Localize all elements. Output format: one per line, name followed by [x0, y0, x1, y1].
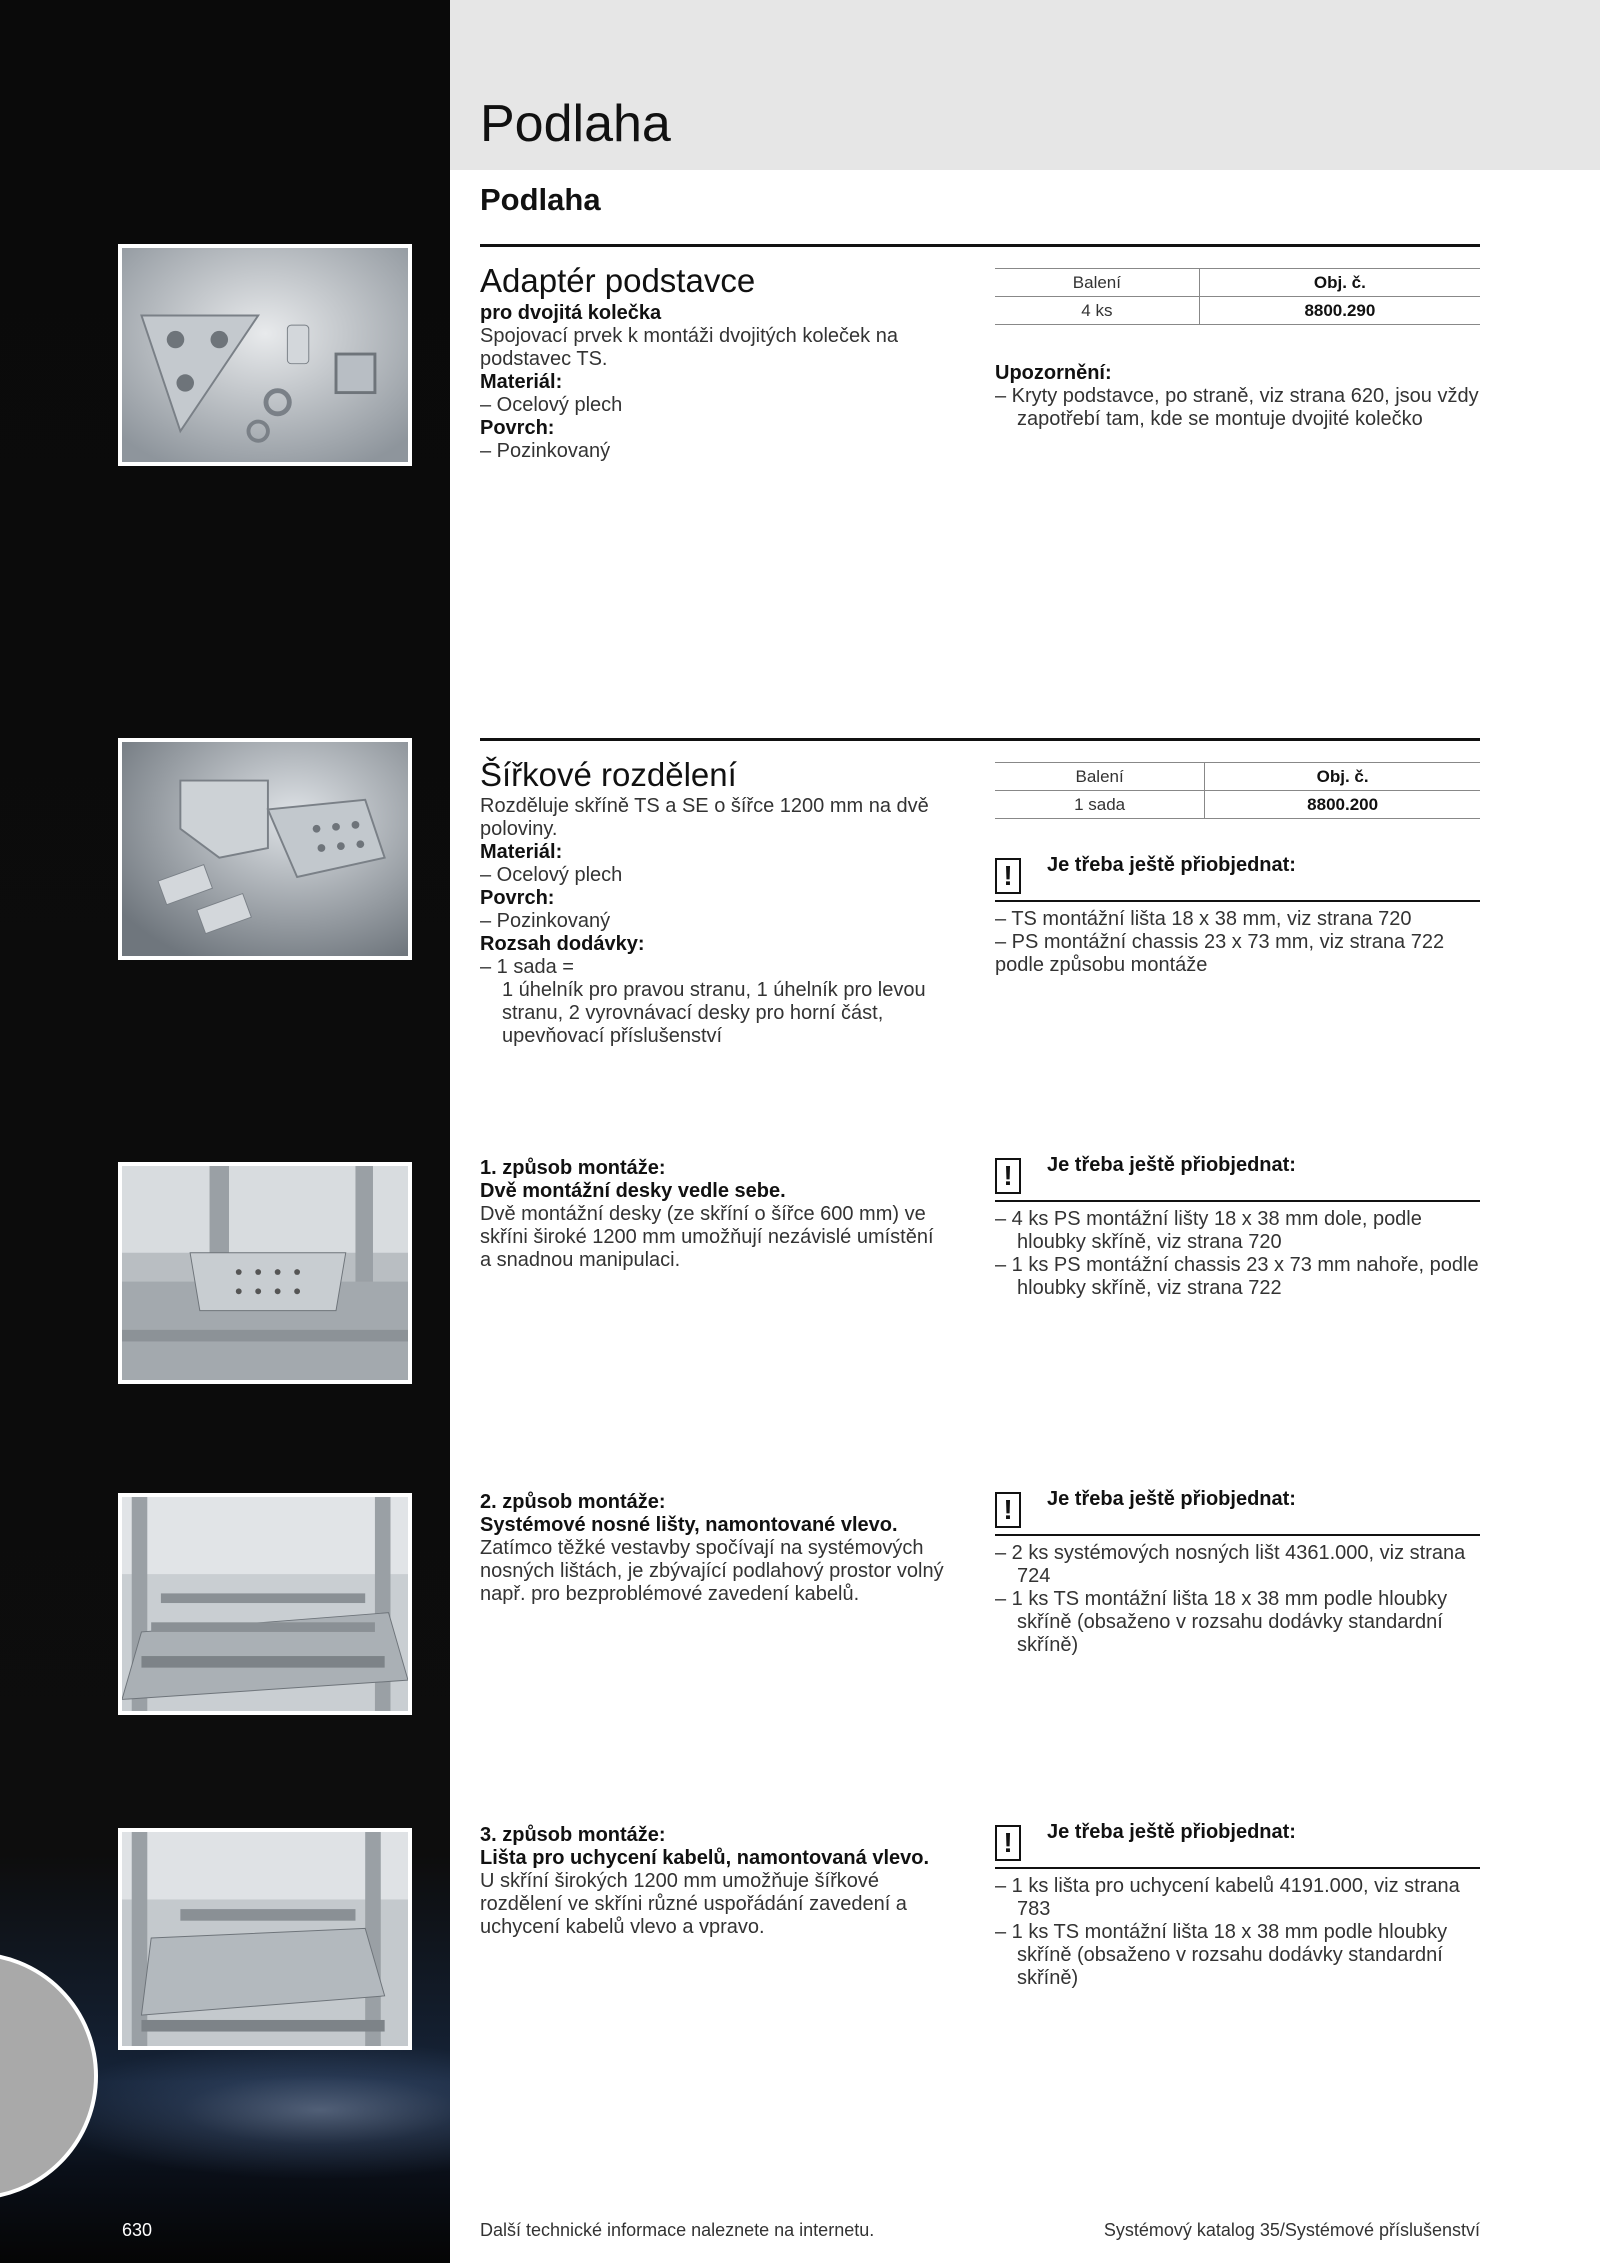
exclamation-icon: ! [995, 858, 1021, 894]
list-item: podle způsobu montáže [995, 954, 1208, 976]
table-cell-qty: 1 sada [995, 791, 1205, 819]
notice-title: Je třeba ještě přiobjednat: [1047, 1488, 1296, 1510]
photo-adapter [118, 244, 412, 466]
method-2-description: Zatímco těžké vestavby spočívají na systémových nosných lištách, je zbývající podlahový prostor volný např. pro bezproblémové zavedení kabelů. [480, 1537, 944, 1605]
table-header-packaging: Balení [995, 763, 1205, 791]
notice-header [995, 1486, 1480, 1536]
adapter-notice-text: – Kryty podstavce, po straně, viz strana 620, jsou vždy zapotřebí tam, kde se montuje dvojité kolečko [995, 385, 1479, 430]
adapter-spec-table [995, 268, 1480, 325]
method-1-notice [995, 1152, 1480, 1300]
list-item: – 2 ks systémových nosných lišt 4361.000, viz strana 724 [995, 1542, 1466, 1587]
method-1-label: 1. způsob montáže: [480, 1157, 666, 1179]
width-divider-notice [995, 852, 1480, 977]
section-rule-adapter [480, 244, 1480, 247]
adapter-surface-value: – Pozinkovaný [480, 440, 611, 462]
adapter-surface-label: Povrch: [480, 417, 555, 439]
sidebar-glow [40, 2040, 450, 2180]
exclamation-icon: ! [995, 1492, 1021, 1528]
list-item: – 1 ks PS montážní chassis 23 x 73 mm nahoře, podle hloubky skříně, viz strana 722 [995, 1254, 1479, 1299]
table-header-row [995, 763, 1480, 791]
adapter-notice [995, 362, 1480, 431]
width-divider-scope-line1: – 1 sada = [480, 956, 574, 978]
table-header-packaging: Balení [995, 269, 1199, 297]
exclamation-icon: ! [995, 1825, 1021, 1861]
method-3-text [480, 1824, 950, 1939]
notice-list [995, 1875, 1480, 1990]
footer-info: Další technické informace naleznete na internetu. [480, 2220, 875, 2240]
method-3-description: U skříní širokých 1200 mm umožňuje šířkové rozdělení ve skříni různé uspořádání zavedení a uchycení kabelů vlevo a vpravo. [480, 1870, 907, 1938]
notice-header [995, 1819, 1480, 1869]
width-divider-scope-line2: 1 úhelník pro pravou stranu, 1 úhelník pro levou stranu, 2 vyrovnávací desky pro horní část, upevňovací příslušenství [502, 979, 926, 1047]
table-row [995, 791, 1480, 819]
section-rule-width-divider [480, 738, 1480, 741]
section-title: Podlaha [480, 182, 601, 217]
list-item: – 1 ks TS montážní lišta 18 x 38 mm podle hloubky skříně (obsaženo v rozsahu dodávky standardní skříně) [995, 1588, 1448, 1656]
method-3-heading: Lišta pro uchycení kabelů, namontovaná vlevo. [480, 1847, 930, 1869]
method-3-label: 3. způsob montáže: [480, 1824, 666, 1846]
list-item: – 1 ks TS montážní lišta 18 x 38 mm podle hloubky skříně (obsaženo v rozsahu dodávky standardní skříně) [995, 1921, 1448, 1989]
adapter-subtitle: pro dvojitá kolečka [480, 302, 662, 324]
adapter-material-value: – Ocelový plech [480, 394, 623, 416]
method-2-text [480, 1491, 950, 1606]
notice-list [995, 1542, 1480, 1657]
photo-method-1 [118, 1162, 412, 1384]
notice-list [995, 1208, 1480, 1300]
list-item: – 1 ks lišta pro uchycení kabelů 4191.000, viz strana 783 [995, 1875, 1460, 1920]
adapter-details [480, 302, 940, 463]
width-divider-material-label: Materiál: [480, 841, 563, 863]
footer-catalog: Systémový katalog 35/Systémové příslušenství [1103, 2220, 1480, 2240]
width-divider-scope-label: Rozsah dodávky: [480, 933, 645, 955]
table-header-row [995, 269, 1480, 297]
chapter-title: Podlaha [480, 95, 671, 153]
adapter-description: Spojovací prvek k montáži dvojitých koleček na podstavec TS. [480, 325, 898, 370]
notice-title: Je třeba ještě přiobjednat: [1047, 1154, 1296, 1176]
width-divider-surface-value: – Pozinkovaný [480, 910, 611, 932]
table-cell-order-no: 8800.200 [1205, 791, 1480, 819]
width-divider-spec-table [995, 762, 1480, 819]
notice-header [995, 852, 1480, 902]
width-divider-details [480, 795, 950, 1048]
method-2-notice [995, 1486, 1480, 1657]
method-3-notice [995, 1819, 1480, 1990]
photo-method-2 [118, 1493, 412, 1715]
list-item: – TS montážní lišta 18 x 38 mm, viz strana 720 [995, 908, 1412, 930]
photo-method-3 [118, 1828, 412, 2050]
table-cell-order-no: 8800.290 [1199, 297, 1480, 325]
notice-header [995, 1152, 1480, 1202]
table-header-order-no: Obj. č. [1205, 763, 1480, 791]
notice-title: Je třeba ještě přiobjednat: [1047, 1821, 1296, 1843]
notice-title: Je třeba ještě přiobjednat: [1047, 854, 1296, 876]
photo-width-divider [118, 738, 412, 960]
width-divider-title: Šířkové rozdělení [480, 756, 737, 793]
table-cell-qty: 4 ks [995, 297, 1199, 325]
table-row [995, 297, 1480, 325]
adapter-notice-label: Upozornění: [995, 362, 1112, 384]
method-2-label: 2. způsob montáže: [480, 1491, 666, 1513]
exclamation-icon: ! [995, 1158, 1021, 1194]
width-divider-surface-label: Povrch: [480, 887, 555, 909]
width-divider-description: Rozděluje skříně TS a SE o šířce 1200 mm na dvě poloviny. [480, 795, 929, 840]
page-number: 630 [122, 2220, 153, 2240]
width-divider-material-value: – Ocelový plech [480, 864, 623, 886]
list-item: – PS montážní chassis 23 x 73 mm, viz strana 722 [995, 931, 1445, 953]
notice-list [995, 908, 1480, 977]
method-1-heading: Dvě montážní desky vedle sebe. [480, 1180, 786, 1202]
method-1-text [480, 1157, 950, 1272]
adapter-title: Adaptér podstavce [480, 262, 756, 299]
adapter-material-label: Materiál: [480, 371, 563, 393]
method-2-heading: Systémové nosné lišty, namontované vlevo. [480, 1514, 898, 1536]
list-item: – 4 ks PS montážní lišty 18 x 38 mm dole, podle hloubky skříně, viz strana 720 [995, 1208, 1422, 1253]
method-1-description: Dvě montážní desky (ze skříní o šířce 600 mm) ve skříni široké 1200 mm umožňují nezávislé umístění a snadnou manipulaci. [480, 1203, 934, 1271]
table-header-order-no: Obj. č. [1199, 269, 1480, 297]
